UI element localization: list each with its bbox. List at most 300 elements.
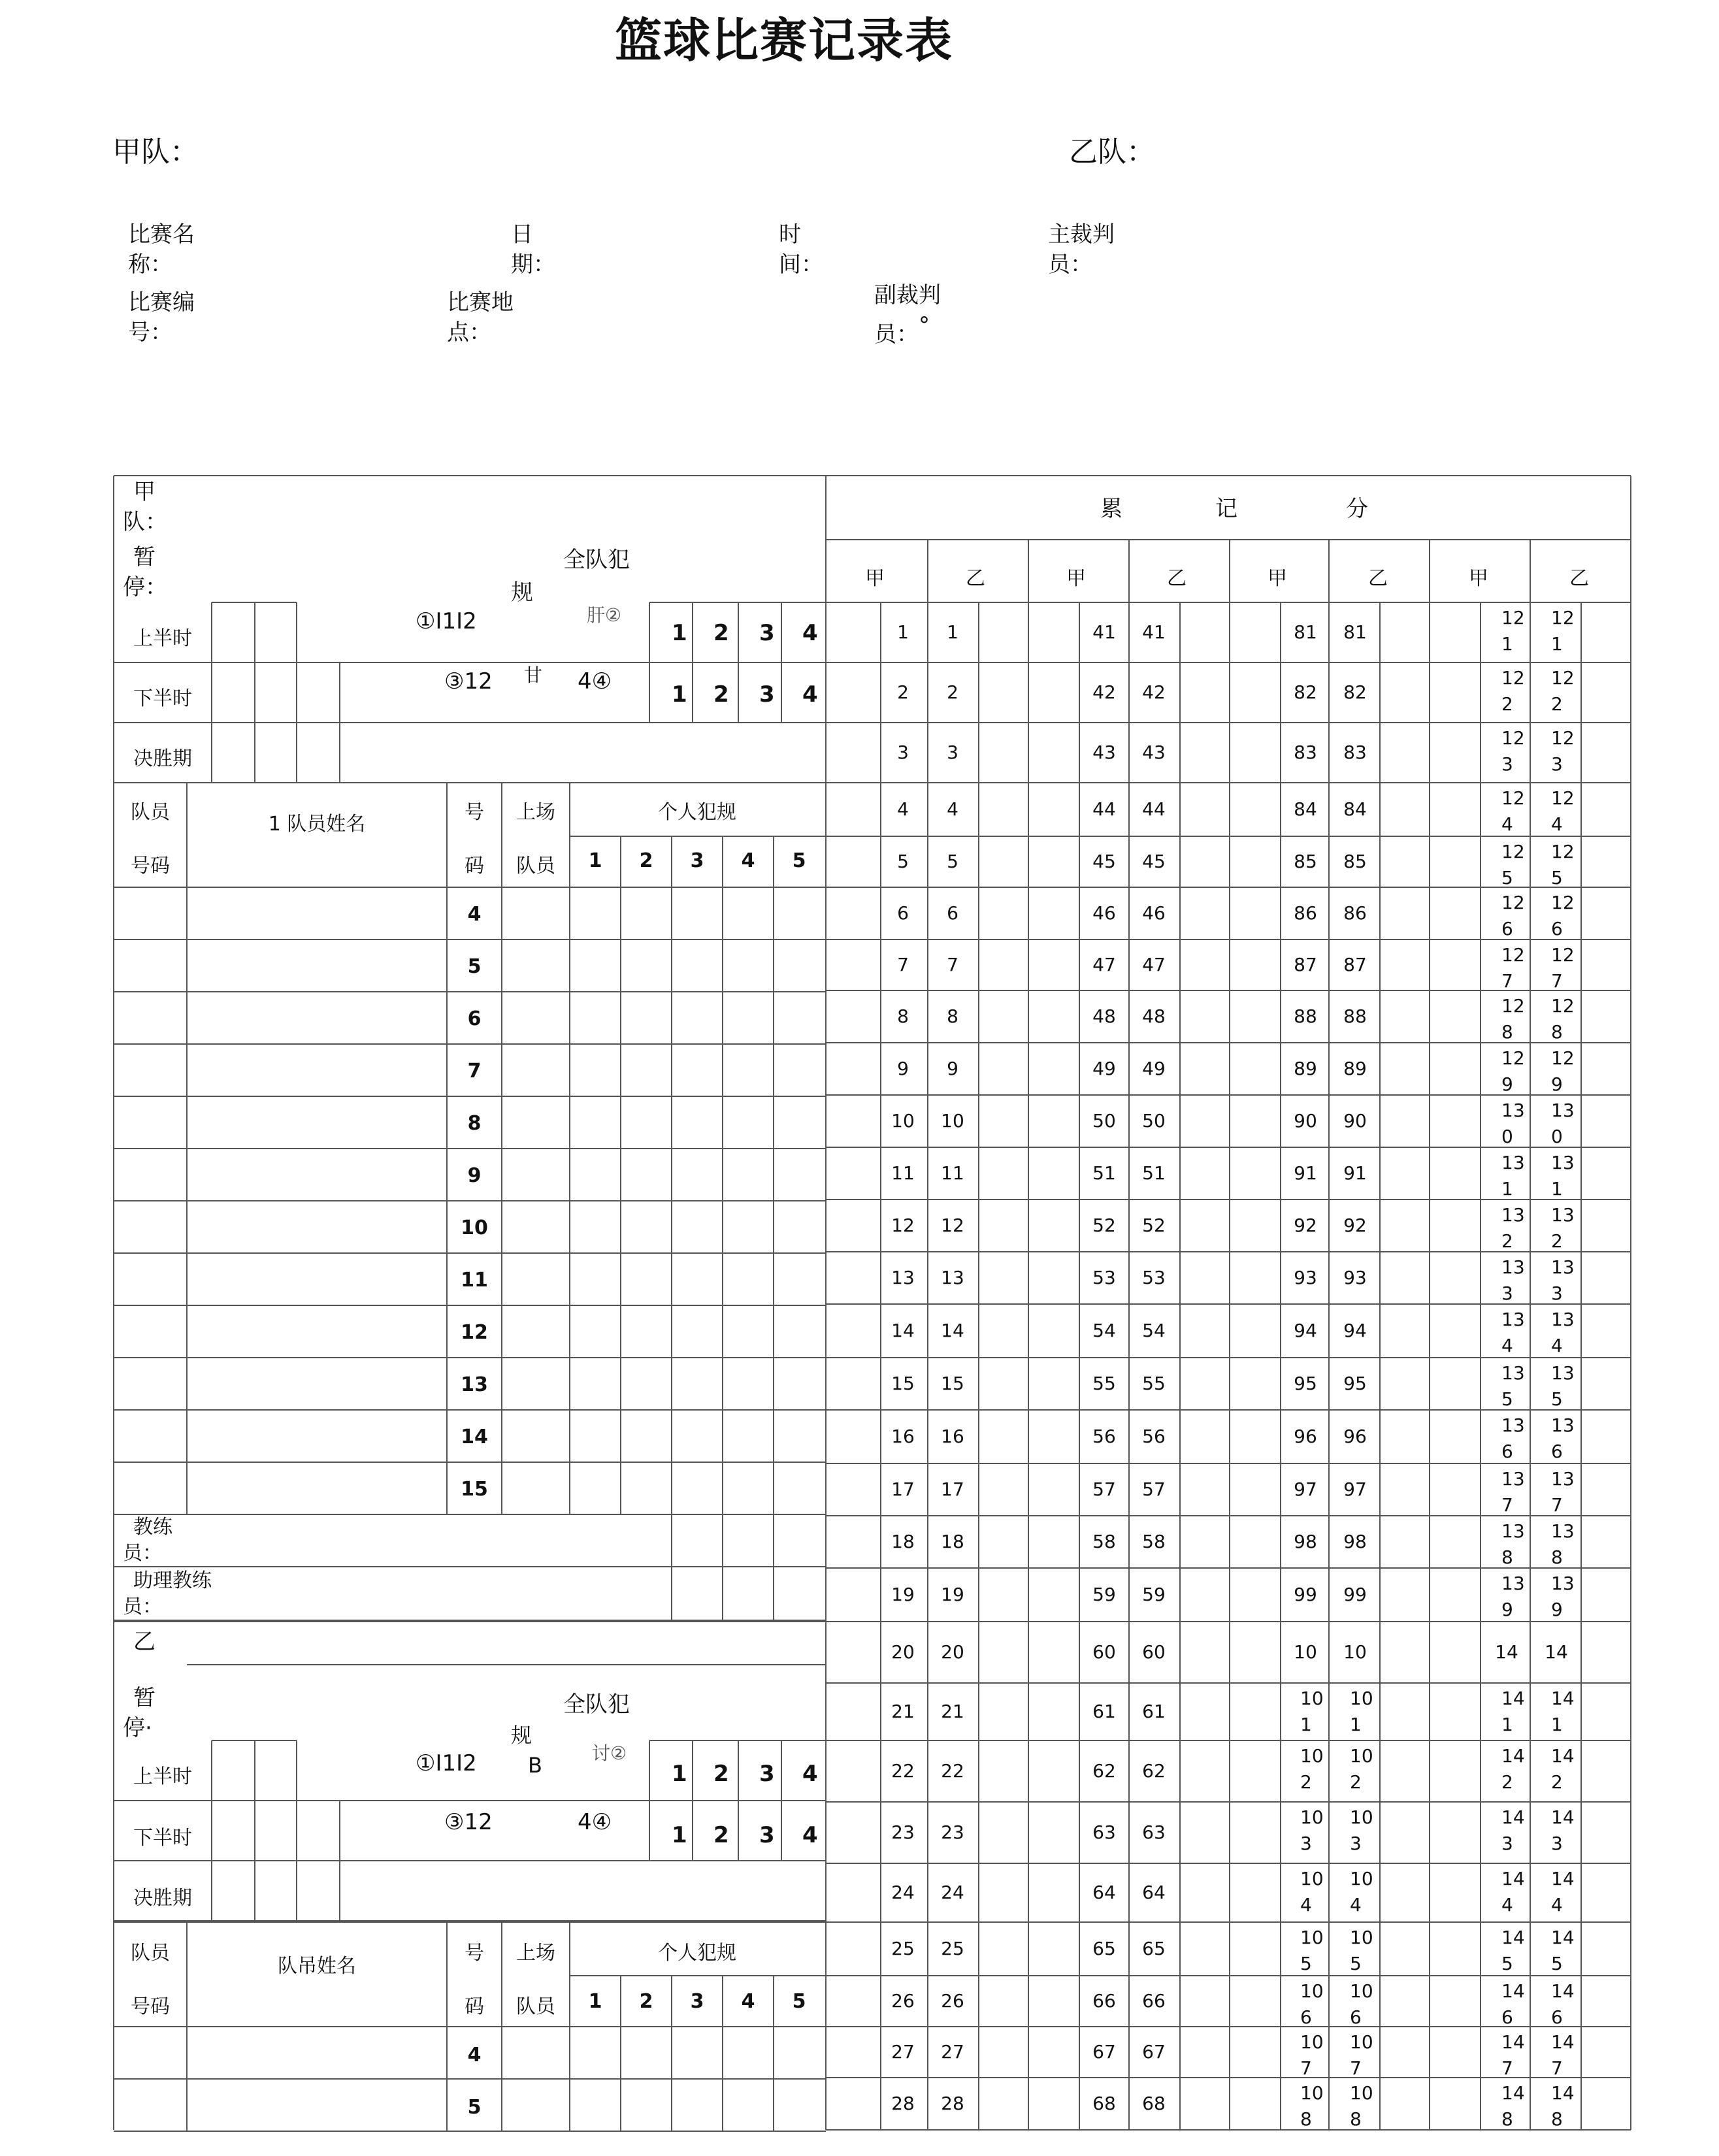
team-b-label: 乙 (133, 1629, 156, 1655)
team-foul-box-number: 2 (713, 620, 729, 646)
score-cell: 4 (1551, 1894, 1563, 1916)
score-cell: 81 (1343, 621, 1367, 643)
score-cell: 16 (891, 1426, 915, 1447)
score-cell: 3 (1501, 1833, 1513, 1854)
score-cell: 10 (891, 1110, 915, 1132)
score-cell: 14 (1501, 1745, 1525, 1767)
score-cell: 9 (1551, 1599, 1563, 1620)
team-a-header: 甲队： (112, 135, 199, 169)
team-a-foul-mark: 甘 (524, 664, 543, 686)
score-cell: 12 (1501, 944, 1525, 966)
score-cell: 6 (1501, 1441, 1513, 1462)
score-cell: 60 (1092, 1641, 1116, 1663)
team-foul-box-number: 3 (759, 1822, 775, 1848)
score-cell: 2 (1350, 1771, 1362, 1793)
team-foul-box-number: 2 (713, 1822, 729, 1848)
score-cell: 63 (1092, 1821, 1116, 1843)
score-cell: 9 (1501, 1599, 1513, 1620)
score-cell: 1 (1350, 1714, 1362, 1735)
score-cell: 5 (1501, 1388, 1513, 1410)
score-team-header: 甲 (1469, 567, 1488, 590)
score-cell: 62 (1092, 1760, 1116, 1782)
score-cell: 84 (1343, 798, 1367, 820)
score-cell: 24 (891, 1882, 915, 1903)
score-cell: 9 (947, 1058, 958, 1079)
team-a-col-name: 1 队员姓名 (268, 813, 366, 836)
score-cell: 1 (1300, 1714, 1312, 1735)
score-cell: 9 (897, 1058, 909, 1079)
score-cell: 13 (1501, 1152, 1525, 1173)
score-cell: 13 (891, 1267, 915, 1288)
score-title-part: 记 (1215, 496, 1237, 522)
score-cell: 4 (1350, 1894, 1362, 1916)
team-a-team-foul-label: 全队犯 (563, 547, 630, 573)
score-cell: 19 (941, 1584, 964, 1605)
score-cell: 3 (947, 742, 958, 763)
score-cell: 13 (1551, 1520, 1575, 1542)
team-a-period-second-half: 下半时 (133, 687, 192, 710)
score-cell: 86 (1294, 902, 1317, 924)
score-cell: 60 (1142, 1641, 1166, 1663)
score-cell: 10 (1300, 1806, 1324, 1828)
team-a-timeout-label: 暂 停： (123, 544, 167, 600)
score-cell: 87 (1294, 954, 1317, 975)
score-cell: 10 (1350, 1868, 1373, 1889)
score-cell: 42 (1142, 681, 1166, 703)
score-cell: 13 (941, 1267, 964, 1288)
score-cell: 4 (1300, 1894, 1312, 1916)
time-label: 时 间： (779, 221, 823, 278)
team-a-col-on-court: 上场 (516, 801, 555, 824)
score-cell: 42 (1092, 681, 1116, 703)
score-cell: 47 (1142, 954, 1166, 975)
score-team-header: 甲 (865, 567, 885, 590)
score-cell: 83 (1343, 742, 1367, 763)
score-cell: 8 (1300, 2108, 1312, 2130)
score-cell: 96 (1343, 1426, 1367, 1447)
score-cell: 41 (1092, 621, 1116, 643)
score-cell: 14 (1501, 1806, 1525, 1828)
score-cell: 4 (1551, 1335, 1563, 1356)
score-cell: 27 (891, 2041, 915, 2063)
score-cell: 14 (1551, 2082, 1575, 2104)
score-cell: 61 (1142, 1701, 1166, 1722)
score-cell: 7 (897, 954, 909, 975)
personal-foul-number: 3 (690, 1990, 704, 2013)
score-cell: 13 (1551, 1256, 1575, 1278)
score-cell: 17 (941, 1478, 964, 1500)
score-cell: 87 (1343, 954, 1367, 975)
score-cell: 2 (1501, 1771, 1513, 1793)
score-cell: 10 (1300, 1868, 1324, 1889)
team-b-col-fouls: 个人犯规 (658, 1942, 736, 1965)
score-title-part: 分 (1346, 496, 1368, 522)
team-foul-box-number: 2 (713, 681, 729, 708)
score-cell: 4 (1501, 1335, 1513, 1356)
score-cell: 3 (1501, 753, 1513, 775)
score-cell: 6 (1300, 2006, 1312, 2028)
player-number: 5 (467, 955, 482, 978)
score-cell: 7 (1551, 970, 1563, 992)
score-cell: 83 (1294, 742, 1317, 763)
score-cell: 13 (1551, 1573, 1575, 1594)
score-cell: 46 (1142, 902, 1166, 924)
team-a-period-first-half: 上半时 (133, 627, 192, 650)
team-b-period-overtime: 决胜期 (133, 1887, 192, 1910)
team-a-col-number: 号 (465, 801, 484, 824)
score-cell: 2 (1551, 1230, 1563, 1252)
score-team-header: 甲 (1066, 567, 1086, 590)
score-cell: 5 (1300, 1953, 1312, 1974)
score-cell: 91 (1294, 1162, 1317, 1184)
score-cell: 8 (1551, 2108, 1563, 2130)
team-a-team-foul-label-2: 规 (511, 580, 533, 606)
team-a-col-fouls: 个人犯规 (658, 801, 736, 824)
score-cell: 4 (897, 798, 909, 820)
score-cell: 93 (1343, 1267, 1367, 1288)
team-b-foul-mark: ③12 (444, 1809, 493, 1835)
score-cell: 2 (947, 681, 958, 703)
score-cell: 66 (1092, 1990, 1116, 2012)
score-cell: 9 (1551, 1073, 1563, 1095)
score-team-header: 乙 (1167, 567, 1187, 590)
score-cell: 14 (1501, 2031, 1525, 2053)
score-cell: 13 (1551, 1309, 1575, 1330)
score-cell: 47 (1092, 954, 1116, 975)
score-cell: 23 (891, 1821, 915, 1843)
team-b-foul-mark: B (528, 1753, 542, 1778)
score-cell: 28 (941, 2093, 964, 2114)
score-cell: 13 (1501, 1204, 1525, 1226)
score-cell: 1 (1551, 633, 1563, 655)
score-cell: 11 (941, 1162, 964, 1184)
player-number: 11 (461, 1269, 488, 1292)
score-cell: 48 (1142, 1005, 1166, 1027)
score-cell: 10 (1350, 2082, 1373, 2104)
score-cell: 82 (1294, 681, 1317, 703)
score-cell: 93 (1294, 1267, 1317, 1288)
score-cell: 3 (1551, 1282, 1563, 1304)
score-cell: 59 (1092, 1584, 1116, 1605)
score-cell: 2 (1551, 1771, 1563, 1793)
score-cell: 10 (941, 1110, 964, 1132)
score-cell: 14 (1501, 1927, 1525, 1948)
player-number: 15 (461, 1478, 488, 1501)
score-cell: 6 (1350, 2006, 1362, 2028)
score-cell: 2 (1501, 693, 1513, 715)
score-cell: 7 (1501, 970, 1513, 992)
score-cell: 13 (1551, 1152, 1575, 1173)
score-cell: 7 (1300, 2057, 1312, 2079)
score-cell: 99 (1343, 1584, 1367, 1605)
score-cell: 64 (1142, 1882, 1166, 1903)
score-cell: 90 (1294, 1110, 1317, 1132)
team-b-timeout-label: 暂 停· (123, 1685, 156, 1741)
score-cell: 12 (1551, 727, 1575, 749)
score-cell: 92 (1294, 1215, 1317, 1236)
score-cell: 14 (1551, 2031, 1575, 2053)
player-number: 7 (467, 1060, 482, 1083)
score-cell: 45 (1092, 851, 1116, 872)
score-cell: 68 (1142, 2093, 1166, 2114)
player-number: 9 (467, 1164, 482, 1187)
score-cell: 43 (1142, 742, 1166, 763)
personal-foul-number: 5 (792, 1990, 806, 2013)
score-cell: 13 (1501, 1468, 1525, 1490)
score-cell: 49 (1092, 1058, 1116, 1079)
team-b-foul-mark: 4④ (578, 1809, 612, 1835)
score-cell: 21 (941, 1701, 964, 1722)
score-cell: 5 (1551, 1953, 1563, 1974)
player-number: 6 (467, 1007, 482, 1030)
score-cell: 8 (1551, 1021, 1563, 1043)
score-cell: 67 (1142, 2041, 1166, 2063)
score-cell: 14 (1495, 1641, 1518, 1663)
score-cell: 3 (1350, 1833, 1362, 1854)
score-cell: 12 (1501, 841, 1525, 862)
score-cell: 13 (1551, 1468, 1575, 1490)
score-cell: 12 (1551, 841, 1575, 862)
score-cell: 4 (1501, 813, 1513, 835)
date-label: 日 期： (511, 221, 555, 278)
score-cell: 12 (1501, 667, 1525, 689)
team-b-period-second-half: 下半时 (133, 1827, 192, 1850)
score-cell: 91 (1343, 1162, 1367, 1184)
score-cell: 12 (1551, 787, 1575, 809)
team-foul-box-number: 1 (672, 1761, 687, 1787)
score-cell: 5 (1551, 867, 1563, 889)
score-cell: 10 (1300, 1688, 1324, 1709)
score-cell: 94 (1294, 1320, 1317, 1341)
score-cell: 11 (891, 1162, 915, 1184)
personal-foul-number: 4 (741, 849, 755, 872)
score-cell: 48 (1092, 1005, 1116, 1027)
score-cell: 21 (891, 1701, 915, 1722)
team-b-col-name: 队吊姓名 (278, 1955, 356, 1978)
score-title-part: 累 (1100, 496, 1122, 522)
score-cell: 19 (891, 1584, 915, 1605)
score-cell: 89 (1294, 1058, 1317, 1079)
score-cell: 81 (1294, 621, 1317, 643)
score-cell: 13 (1501, 1362, 1525, 1384)
score-cell: 65 (1092, 1938, 1116, 1959)
score-cell: 13 (1551, 1204, 1575, 1226)
score-cell: 1 (947, 621, 958, 643)
score-cell: 0 (1551, 1126, 1563, 1147)
team-foul-box-number: 1 (672, 620, 687, 646)
team-foul-box-number: 3 (759, 681, 775, 708)
score-cell: 12 (1551, 995, 1575, 1017)
score-cell: 1 (1551, 1178, 1563, 1200)
team-b-col-on-court: 上场 (516, 1942, 555, 1965)
score-cell: 7 (947, 954, 958, 975)
score-cell: 8 (897, 1005, 909, 1027)
match-number-label: 比赛编 号： (128, 289, 195, 346)
score-cell: 63 (1142, 1821, 1166, 1843)
score-cell: 16 (941, 1426, 964, 1447)
score-cell: 12 (1551, 607, 1575, 629)
score-cell: 86 (1343, 902, 1367, 924)
score-cell: 8 (1501, 1021, 1513, 1043)
score-cell: 12 (941, 1215, 964, 1236)
score-cell: 22 (941, 1760, 964, 1782)
chief-referee-label: 主裁判 员： (1048, 221, 1115, 278)
score-cell: 57 (1142, 1478, 1166, 1500)
score-cell: 3 (897, 742, 909, 763)
score-cell: 67 (1092, 2041, 1116, 2063)
score-cell: 18 (941, 1531, 964, 1552)
score-cell: 12 (1551, 1047, 1575, 1069)
team-foul-box-number: 4 (802, 1761, 818, 1787)
score-cell: 12 (1551, 892, 1575, 913)
player-number: 4 (467, 903, 482, 926)
score-cell: 0 (1501, 1126, 1513, 1147)
score-cell: 53 (1142, 1267, 1166, 1288)
score-cell: 9 (1501, 1073, 1513, 1095)
score-cell: 18 (891, 1531, 915, 1552)
player-number: 13 (461, 1373, 488, 1396)
score-cell: 96 (1294, 1426, 1317, 1447)
score-cell: 99 (1294, 1584, 1317, 1605)
score-cell: 58 (1142, 1531, 1166, 1552)
score-cell: 1 (1501, 1178, 1513, 1200)
score-cell: 13 (1501, 1414, 1525, 1436)
score-cell: 7 (1551, 1494, 1563, 1516)
score-cell: 59 (1142, 1584, 1166, 1605)
score-cell: 10 (1343, 1641, 1367, 1663)
team-b-header: 乙队： (1069, 135, 1155, 169)
score-cell: 3 (1501, 1282, 1513, 1304)
score-cell: 1 (1501, 1714, 1513, 1735)
score-cell: 10 (1350, 1927, 1373, 1948)
score-cell: 10 (1350, 2031, 1373, 2053)
score-cell: 82 (1343, 681, 1367, 703)
team-a-label: 甲 队： (123, 479, 167, 535)
score-cell: 13 (1501, 1573, 1525, 1594)
score-cell: 14 (1551, 1927, 1575, 1948)
score-cell: 13 (1551, 1100, 1575, 1121)
score-cell: 6 (1551, 918, 1563, 939)
score-cell: 62 (1142, 1760, 1166, 1782)
personal-foul-number: 4 (741, 1990, 755, 2013)
score-cell: 14 (891, 1320, 915, 1341)
score-cell: 10 (1294, 1641, 1317, 1663)
score-cell: 56 (1142, 1426, 1166, 1447)
personal-foul-number: 2 (639, 849, 653, 872)
score-cell: 97 (1343, 1478, 1367, 1500)
player-number: 14 (461, 1426, 488, 1448)
team-b-col-player-2: 号码 (131, 1995, 170, 2018)
score-cell: 64 (1092, 1882, 1116, 1903)
score-cell: 68 (1092, 2093, 1116, 2114)
score-cell: 50 (1092, 1110, 1116, 1132)
team-a-col-on-court-2: 队员 (516, 855, 555, 877)
score-cell: 23 (941, 1821, 964, 1843)
team-foul-box-number: 4 (802, 681, 818, 708)
score-cell: 12 (1501, 995, 1525, 1017)
score-cell: 14 (1501, 1980, 1525, 2002)
player-number: 8 (467, 1112, 482, 1135)
score-cell: 10 (1300, 1980, 1324, 2002)
score-team-header: 乙 (1569, 567, 1589, 590)
personal-foul-number: 5 (792, 849, 806, 872)
score-cell: 41 (1142, 621, 1166, 643)
score-cell: 24 (941, 1882, 964, 1903)
score-cell: 1 (897, 621, 909, 643)
score-cell: 12 (1501, 892, 1525, 913)
score-cell: 14 (1551, 1745, 1575, 1767)
score-cell: 27 (941, 2041, 964, 2063)
team-foul-box-number: 3 (759, 1761, 775, 1787)
score-cell: 7 (1501, 1494, 1513, 1516)
score-cell: 5 (1501, 867, 1513, 889)
team-b-col-number: 号 (465, 1942, 484, 1965)
score-cell: 10 (1350, 1688, 1373, 1709)
team-b-team-foul-label: 全队犯 (563, 1691, 630, 1718)
score-cell: 55 (1092, 1373, 1116, 1394)
team-a-foul-mark: 肝② (587, 604, 622, 626)
team-a-assistant-coach-label: 助理教练 员： (123, 1569, 212, 1618)
score-cell: 26 (891, 1990, 915, 2012)
score-cell: 95 (1343, 1373, 1367, 1394)
team-b-foul-mark: ①I1I2 (416, 1750, 477, 1776)
score-cell: 98 (1294, 1531, 1317, 1552)
score-cell: 25 (891, 1938, 915, 1959)
score-cell: 25 (941, 1938, 964, 1959)
score-cell: 58 (1092, 1531, 1116, 1552)
player-number: 5 (467, 2096, 482, 2119)
personal-foul-number: 1 (588, 1990, 602, 2013)
score-cell: 7 (1501, 2057, 1513, 2079)
score-cell: 6 (1501, 918, 1513, 939)
score-cell: 88 (1294, 1005, 1317, 1027)
score-cell: 5 (1350, 1953, 1362, 1974)
score-cell: 55 (1142, 1373, 1166, 1394)
deputy-referee-label: 副裁判 员：° (874, 282, 941, 348)
team-a-coach-label: 教练 员： (123, 1516, 172, 1565)
score-cell: 51 (1142, 1162, 1166, 1184)
team-a-col-player-2: 号码 (131, 855, 170, 877)
score-cell: 10 (1300, 2031, 1324, 2053)
score-cell: 85 (1294, 851, 1317, 872)
score-cell: 6 (1501, 2006, 1513, 2028)
score-cell: 50 (1142, 1110, 1166, 1132)
score-cell: 5 (1501, 1953, 1513, 1974)
score-cell: 15 (941, 1373, 964, 1394)
score-team-header: 甲 (1268, 567, 1287, 590)
score-cell: 28 (891, 2093, 915, 2114)
score-cell: 12 (1551, 667, 1575, 689)
score-cell: 57 (1092, 1478, 1116, 1500)
score-cell: 54 (1142, 1320, 1166, 1341)
score-cell: 97 (1294, 1478, 1317, 1500)
score-cell: 98 (1343, 1531, 1367, 1552)
score-cell: 2 (1501, 1230, 1513, 1252)
score-cell: 66 (1142, 1990, 1166, 2012)
score-cell: 12 (1501, 607, 1525, 629)
score-cell: 49 (1142, 1058, 1166, 1079)
player-number: 10 (461, 1217, 488, 1239)
team-foul-box-number: 1 (672, 681, 687, 708)
team-foul-box-number: 3 (759, 620, 775, 646)
score-cell: 90 (1343, 1110, 1367, 1132)
score-cell: 4 (947, 798, 958, 820)
score-cell: 43 (1092, 742, 1116, 763)
score-cell: 2 (897, 681, 909, 703)
team-foul-box-number: 2 (713, 1761, 729, 1787)
score-cell: 92 (1343, 1215, 1367, 1236)
score-cell: 14 (1551, 1868, 1575, 1889)
